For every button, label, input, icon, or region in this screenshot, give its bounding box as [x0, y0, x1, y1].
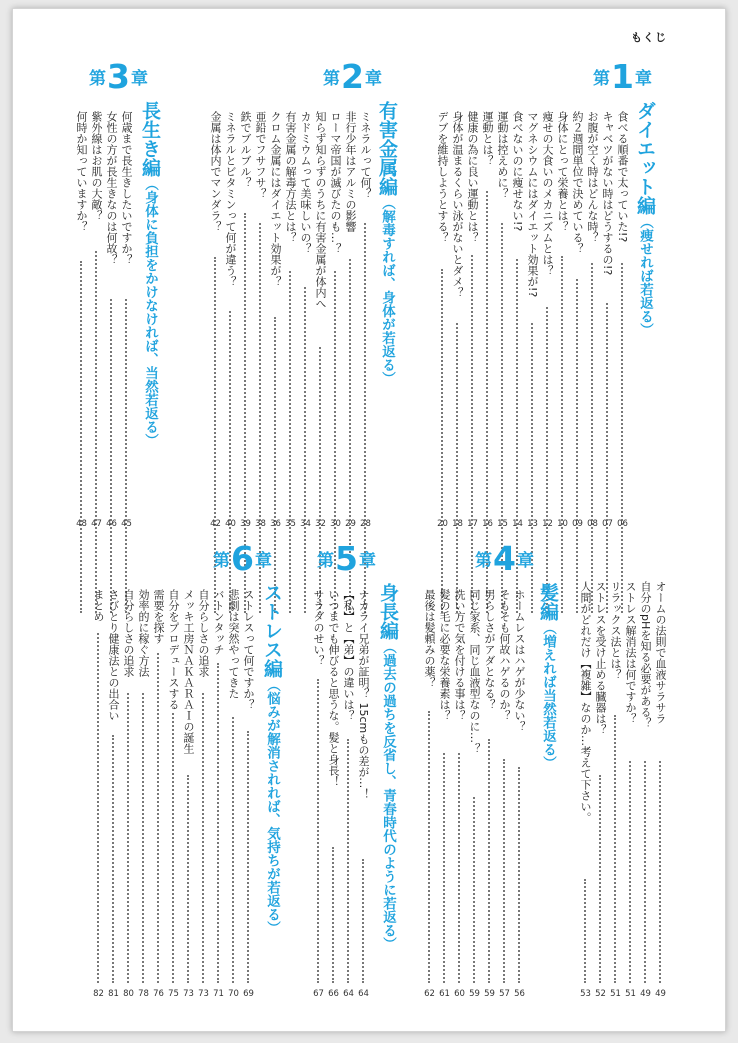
entry-text: ローマ帝国が滅びたのも…？: [329, 111, 342, 254]
page-number: 70: [228, 989, 239, 999]
chapter-4-heading: [475, 539, 534, 578]
page-number: 60: [454, 989, 465, 999]
entry-text: オームの法則で血液サラサラ: [654, 581, 667, 724]
page-number: 80: [123, 989, 134, 999]
leader-dots: [217, 663, 220, 983]
leader-dots: [127, 693, 130, 983]
page-number: 29: [345, 519, 356, 529]
leader-dots: [274, 317, 277, 613]
page-number: 81: [108, 989, 119, 999]
leader-dots: [584, 879, 587, 983]
leader-dots: [97, 633, 100, 983]
entry-text: 非行少年はアルミの影響: [344, 111, 357, 232]
leader-dots: [289, 271, 292, 613]
entry-text: お腹が空く時はどんな時？: [586, 111, 599, 243]
chapter-5-title: [375, 583, 402, 951]
page-number: 52: [595, 989, 606, 999]
leader-dots: [456, 323, 459, 613]
leader-dots: [591, 263, 594, 613]
entry-text: 同じ家系、同じ血液型なのに…？: [468, 589, 481, 754]
page-number: 78: [138, 989, 149, 999]
page-number: 09: [572, 519, 583, 529]
page-number: 12: [542, 519, 553, 529]
page-number: 51: [610, 989, 621, 999]
leader-dots: [172, 713, 175, 983]
entry-text: 痩せの大食いのメカニズムとは？: [541, 111, 554, 276]
entry-text: 亜鉛でフサフサ？: [254, 111, 267, 199]
entry-text: ストレスって何ですか？: [242, 589, 255, 710]
leader-dots: [317, 679, 320, 983]
entry-text: メッキ工房ＮＡＫＡＲＡＩの誕生: [182, 589, 195, 754]
chapter-3-title: [137, 101, 164, 447]
leader-dots: [304, 287, 307, 613]
leader-dots: [659, 761, 662, 983]
page-number: 16: [482, 519, 493, 529]
leader-dots: [142, 693, 145, 983]
entry-text: 何歳まで長生きしたいですか？: [120, 111, 133, 265]
entry-text: サラダのせい？: [312, 589, 325, 666]
page-number: 59: [469, 989, 480, 999]
leader-dots: [443, 753, 446, 983]
entry-text: 金属は体内でマンダラ？: [209, 111, 222, 232]
entry-text: 自分をプロデュースする: [167, 589, 180, 710]
entry-text: 最後は髪頼みの薬？: [423, 589, 436, 688]
chapter-prefix: 第: [593, 69, 610, 89]
page-number: 73: [198, 989, 209, 999]
chapter-prefix: 第: [89, 69, 106, 89]
chapter-subtitle: （増えれば当然若返る）: [540, 621, 556, 770]
page-number: 53: [580, 989, 591, 999]
leader-dots: [95, 251, 98, 613]
chapter-suffix: 章: [358, 551, 376, 571]
page-number: 28: [360, 519, 371, 529]
entry-text: まとめ: [92, 589, 105, 622]
page-number: 64: [343, 989, 354, 999]
page-number: 07: [602, 519, 613, 529]
entry-text: 髪の毛に必要な栄養素は？: [438, 589, 451, 721]
page-number: 20: [437, 519, 448, 529]
page-number: 08: [587, 519, 598, 529]
entry-text: カドミウムって美味しいの？: [299, 111, 312, 254]
entry-text: ミネラルって何？: [359, 111, 372, 199]
chapter-subtitle: （痩せれば若返る）: [637, 215, 653, 337]
entry-text: 何時か知っていますか？: [75, 111, 88, 232]
entry-text: そもそも何故ハゲるのか？: [498, 589, 511, 721]
entry-text: 運動とは？: [481, 111, 494, 166]
page-number: 18: [452, 519, 463, 529]
chapter-number: 1: [611, 57, 634, 96]
chapter-title: ダイエット編: [634, 101, 656, 215]
chapter-title: 有害金属編: [376, 101, 398, 196]
leader-dots: [471, 255, 474, 613]
leader-dots: [80, 261, 83, 613]
page-number: 57: [499, 989, 510, 999]
chapter-5-heading: [317, 539, 376, 578]
chapter-4-title: [535, 583, 562, 770]
entry-text: 身体にとって栄養とは？: [556, 111, 569, 232]
entry-text: 女性の方が長生きなのは何故？: [105, 111, 118, 265]
leader-dots: [247, 731, 250, 983]
leader-dots: [546, 307, 549, 613]
leader-dots: [561, 256, 564, 613]
page-number: 38: [255, 519, 266, 529]
leader-dots: [157, 653, 160, 983]
leader-dots: [599, 775, 602, 983]
entry-text: 男らしさがアダとなる？: [483, 589, 496, 710]
entry-text: 効率的に稼ぐ方法: [137, 589, 150, 677]
entry-text: 食べる順番で太っていた!?: [616, 111, 629, 243]
leader-dots: [110, 299, 113, 613]
chapter-3-heading: [89, 57, 148, 96]
chapter-title: 髪編: [537, 583, 559, 621]
page-number: 42: [210, 519, 221, 529]
page-number: 69: [243, 989, 254, 999]
page-number: 14: [512, 519, 523, 529]
page-number: 45: [121, 519, 132, 529]
chapter-number: 4: [493, 539, 516, 578]
entry-text: ストレス解消法は何ですか？: [624, 581, 637, 724]
page-number: 64: [358, 989, 369, 999]
page-number: 46: [106, 519, 117, 529]
page-number: 49: [640, 989, 651, 999]
chapter-number: 5: [335, 539, 358, 578]
chapter-1-title: [632, 101, 659, 337]
entry-text: 知らず知らずのうちに有害金属が体内へ: [314, 111, 327, 309]
entry-text: デブを維持しようとする？: [436, 111, 449, 243]
chapter-subtitle: （過去の過ちを反省し、青春時代のように若返る）: [380, 640, 396, 951]
chapter-prefix: 第: [213, 551, 230, 571]
chapter-number: 3: [107, 57, 130, 96]
entry-text: 身体が温まるくらい泳がないとダメ？: [451, 111, 464, 298]
leader-dots: [347, 739, 350, 983]
page-number: 48: [76, 519, 87, 529]
entry-text: ストレスを受け止める臓器は？: [594, 581, 607, 735]
leader-dots: [614, 715, 617, 983]
entry-text: マグネシウムにはダイエット効果が!?: [526, 111, 539, 298]
leader-dots: [518, 767, 521, 983]
leader-dots: [488, 739, 491, 983]
entry-text: ホームレスはハゲが少ない？: [513, 589, 526, 732]
entry-text: さびとり健康法との出合い: [107, 589, 120, 721]
chapter-subtitle: （解毒すれば、身体が若返る）: [379, 196, 395, 385]
leader-dots: [332, 847, 335, 983]
page-number: 76: [153, 989, 164, 999]
entry-text: クロム金属にはダイエット効果が？: [269, 111, 282, 287]
page-number: 40: [225, 519, 236, 529]
entry-text: 鉄でブルブル？: [239, 111, 252, 188]
chapter-1-heading: [593, 57, 652, 96]
entry-text: ナカライ兄弟が証明？ 15cmもの差が…！: [357, 589, 370, 800]
entry-text: ミネラルとビタミンって何が違う？: [224, 111, 237, 287]
entry-text: キャベツがない時はどうするの!?: [601, 111, 614, 276]
page-number: 10: [557, 519, 568, 529]
chapter-6-heading: [213, 539, 272, 578]
chapter-title: ストレス編: [261, 583, 283, 678]
chapter-6-title: [259, 583, 286, 935]
page-number: 49: [655, 989, 666, 999]
entry-text: 自分らしさの追求: [122, 589, 135, 677]
page-number: 67: [313, 989, 324, 999]
entry-text: 需要を探す: [152, 589, 165, 644]
leader-dots: [576, 279, 579, 613]
page-number: 51: [625, 989, 636, 999]
leader-dots: [202, 693, 205, 983]
leader-dots: [473, 797, 476, 983]
entry-text: リラックス法とは？: [609, 581, 622, 680]
entry-text: バトンタッチ: [212, 589, 225, 655]
entry-text: 【私】と【弟】の違いは？: [342, 589, 355, 721]
page-number: 35: [285, 519, 296, 529]
page-number: 15: [497, 519, 508, 529]
leader-dots: [125, 299, 128, 613]
leader-dots: [621, 263, 624, 613]
chapter-2-heading: [323, 57, 382, 96]
entry-text: 自分のpHを知る必要がある？: [639, 581, 652, 729]
entry-text: 約２週間単位で決めている？: [571, 111, 584, 254]
chapter-suffix: 章: [254, 551, 272, 571]
page-number: 32: [315, 519, 326, 529]
leader-dots: [458, 753, 461, 983]
chapter-suffix: 章: [516, 551, 534, 571]
entry-text: 悲劇は突然やってきた: [227, 589, 240, 699]
page-number: 47: [91, 519, 102, 529]
leader-dots: [428, 711, 431, 983]
page-number: 61: [439, 989, 450, 999]
leader-dots: [187, 775, 190, 983]
chapter-prefix: 第: [475, 551, 492, 571]
page-number: 75: [168, 989, 179, 999]
page-number: 30: [330, 519, 341, 529]
leader-dots: [503, 759, 506, 983]
chapter-prefix: 第: [323, 69, 340, 89]
entry-text: 食べないのに痩せない!?: [511, 111, 524, 232]
page-number: 73: [183, 989, 194, 999]
page-number: 34: [300, 519, 311, 529]
page-number: 06: [617, 519, 628, 529]
chapter-title: 身長編: [377, 583, 399, 640]
leader-dots: [606, 303, 609, 613]
chapter-subtitle: （身体に負担をかけなければ、当然若返る）: [142, 177, 158, 447]
page-number: 62: [424, 989, 435, 999]
page-number: 17: [467, 519, 478, 529]
page-number: 71: [213, 989, 224, 999]
chapter-suffix: 章: [364, 69, 382, 89]
page-number: 59: [484, 989, 495, 999]
leader-dots: [441, 269, 444, 613]
chapter-prefix: 第: [317, 551, 334, 571]
entry-text: 洗い方で気を付ける事は？: [453, 589, 466, 721]
entry-text: 自分らしさの追求: [197, 589, 210, 677]
chapter-suffix: 章: [130, 69, 148, 89]
chapter-subtitle: （悩みが解消されれば、気持ちが若返る）: [264, 678, 280, 935]
leader-dots: [644, 761, 647, 983]
leader-dots: [362, 859, 365, 983]
entry-text: いつまでも伸びると思うな。髪と身長！: [327, 589, 340, 787]
entry-text: 運動は控えめに？: [496, 111, 509, 199]
page-number: 39: [240, 519, 251, 529]
page-number: 36: [270, 519, 281, 529]
chapter-number: 6: [231, 539, 254, 578]
entry-text: 紫外線はお肌の大敵？: [90, 111, 103, 221]
leader-dots: [112, 735, 115, 983]
leader-dots: [629, 761, 632, 983]
page-number: 66: [328, 989, 339, 999]
chapter-2-title: [374, 101, 401, 385]
page-number: 82: [93, 989, 104, 999]
entry-text: 健康の為に良い運動とは？: [466, 111, 479, 243]
page-header-label: もくじ: [631, 31, 667, 44]
page-number: 56: [514, 989, 525, 999]
chapter-suffix: 章: [634, 69, 652, 89]
entry-text: 人間がどれだけ【複雑】なのか…考えて下さい。: [579, 581, 592, 823]
toc-page: [12, 8, 726, 1032]
entry-text: 有害金属の解毒方法とは？: [284, 111, 297, 243]
chapter-title: 長生き編: [139, 101, 161, 177]
leader-dots: [232, 717, 235, 983]
page-number: 13: [527, 519, 538, 529]
chapter-number: 2: [341, 57, 364, 96]
